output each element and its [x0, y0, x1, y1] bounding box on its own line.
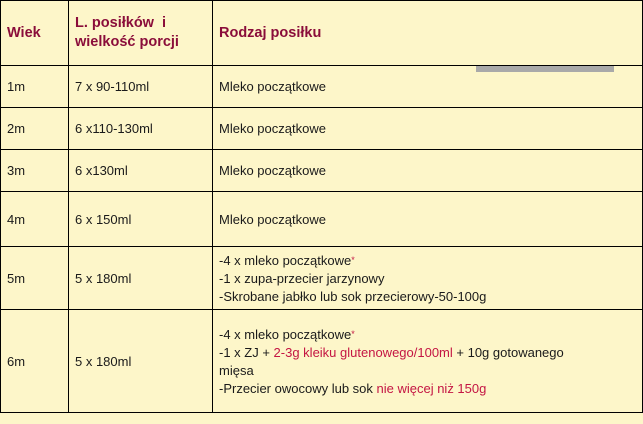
- gluten-text: 2-3g kleiku glutenowego/100ml: [273, 344, 453, 360]
- food-cell: Mleko początkowe: [213, 150, 643, 192]
- age-cell: 5m: [1, 247, 69, 310]
- header-age: Wiek: [1, 1, 69, 66]
- food-line: [219, 326, 636, 343]
- food-line-text: -1 x ZJ +: [219, 344, 274, 360]
- food-line: mięsa: [219, 362, 254, 378]
- portion-cell: 6 x130ml: [69, 150, 213, 192]
- portion-cell: 7 x 90-110ml: [69, 66, 213, 108]
- age-cell: 6m: [1, 310, 69, 413]
- food-line-text: -Przecier owocowy lub sok: [219, 380, 377, 396]
- age-cell: 1m: [1, 66, 69, 108]
- header-meals-line2: wielkość porcji: [75, 34, 179, 50]
- food-line: -1 x zupa-przecier jarzynowy: [219, 270, 385, 286]
- portion-cell: 5 x 180ml: [69, 310, 213, 413]
- table-header-row: [1, 1, 643, 66]
- header-meal-type: Rodzaj posiłku: [213, 1, 643, 66]
- food-cell: Mleko początkowe: [213, 66, 643, 108]
- portion-cell: 6 x110-130ml: [69, 108, 213, 150]
- limit-text: nie więcej niż 150g: [376, 380, 487, 396]
- food-line-text: -4 x mleko początkowe: [219, 326, 352, 342]
- asterisk-mark: *: [351, 254, 355, 265]
- food-cell: [213, 310, 643, 413]
- age-cell: 3m: [1, 150, 69, 192]
- food-line-text: -4 x mleko początkowe: [219, 252, 352, 268]
- table-row: [1, 247, 643, 310]
- food-line-text: + 10g gotowanego: [452, 344, 564, 360]
- header-meals-line1: L. posiłków i: [75, 15, 167, 31]
- food-cell: Mleko początkowe: [213, 192, 643, 247]
- portion-cell: 5 x 180ml: [69, 247, 213, 310]
- horizontal-scrollbar[interactable]: [476, 66, 614, 72]
- header-meals-portion: [69, 1, 213, 66]
- food-line: [219, 380, 636, 397]
- food-line: [219, 344, 636, 361]
- food-line: -Skrobane jabłko lub sok przecierowy-50-100g: [219, 288, 487, 304]
- age-cell: 4m: [1, 192, 69, 247]
- portion-cell: 6 x 150ml: [69, 192, 213, 247]
- food-line: [219, 252, 636, 269]
- table-row: [1, 150, 643, 192]
- asterisk-mark: *: [351, 328, 355, 339]
- table-row: [1, 192, 643, 247]
- food-cell: Mleko początkowe: [213, 108, 643, 150]
- age-cell: 2m: [1, 108, 69, 150]
- table-row: [1, 108, 643, 150]
- food-cell: [213, 247, 643, 310]
- table-row: [1, 310, 643, 413]
